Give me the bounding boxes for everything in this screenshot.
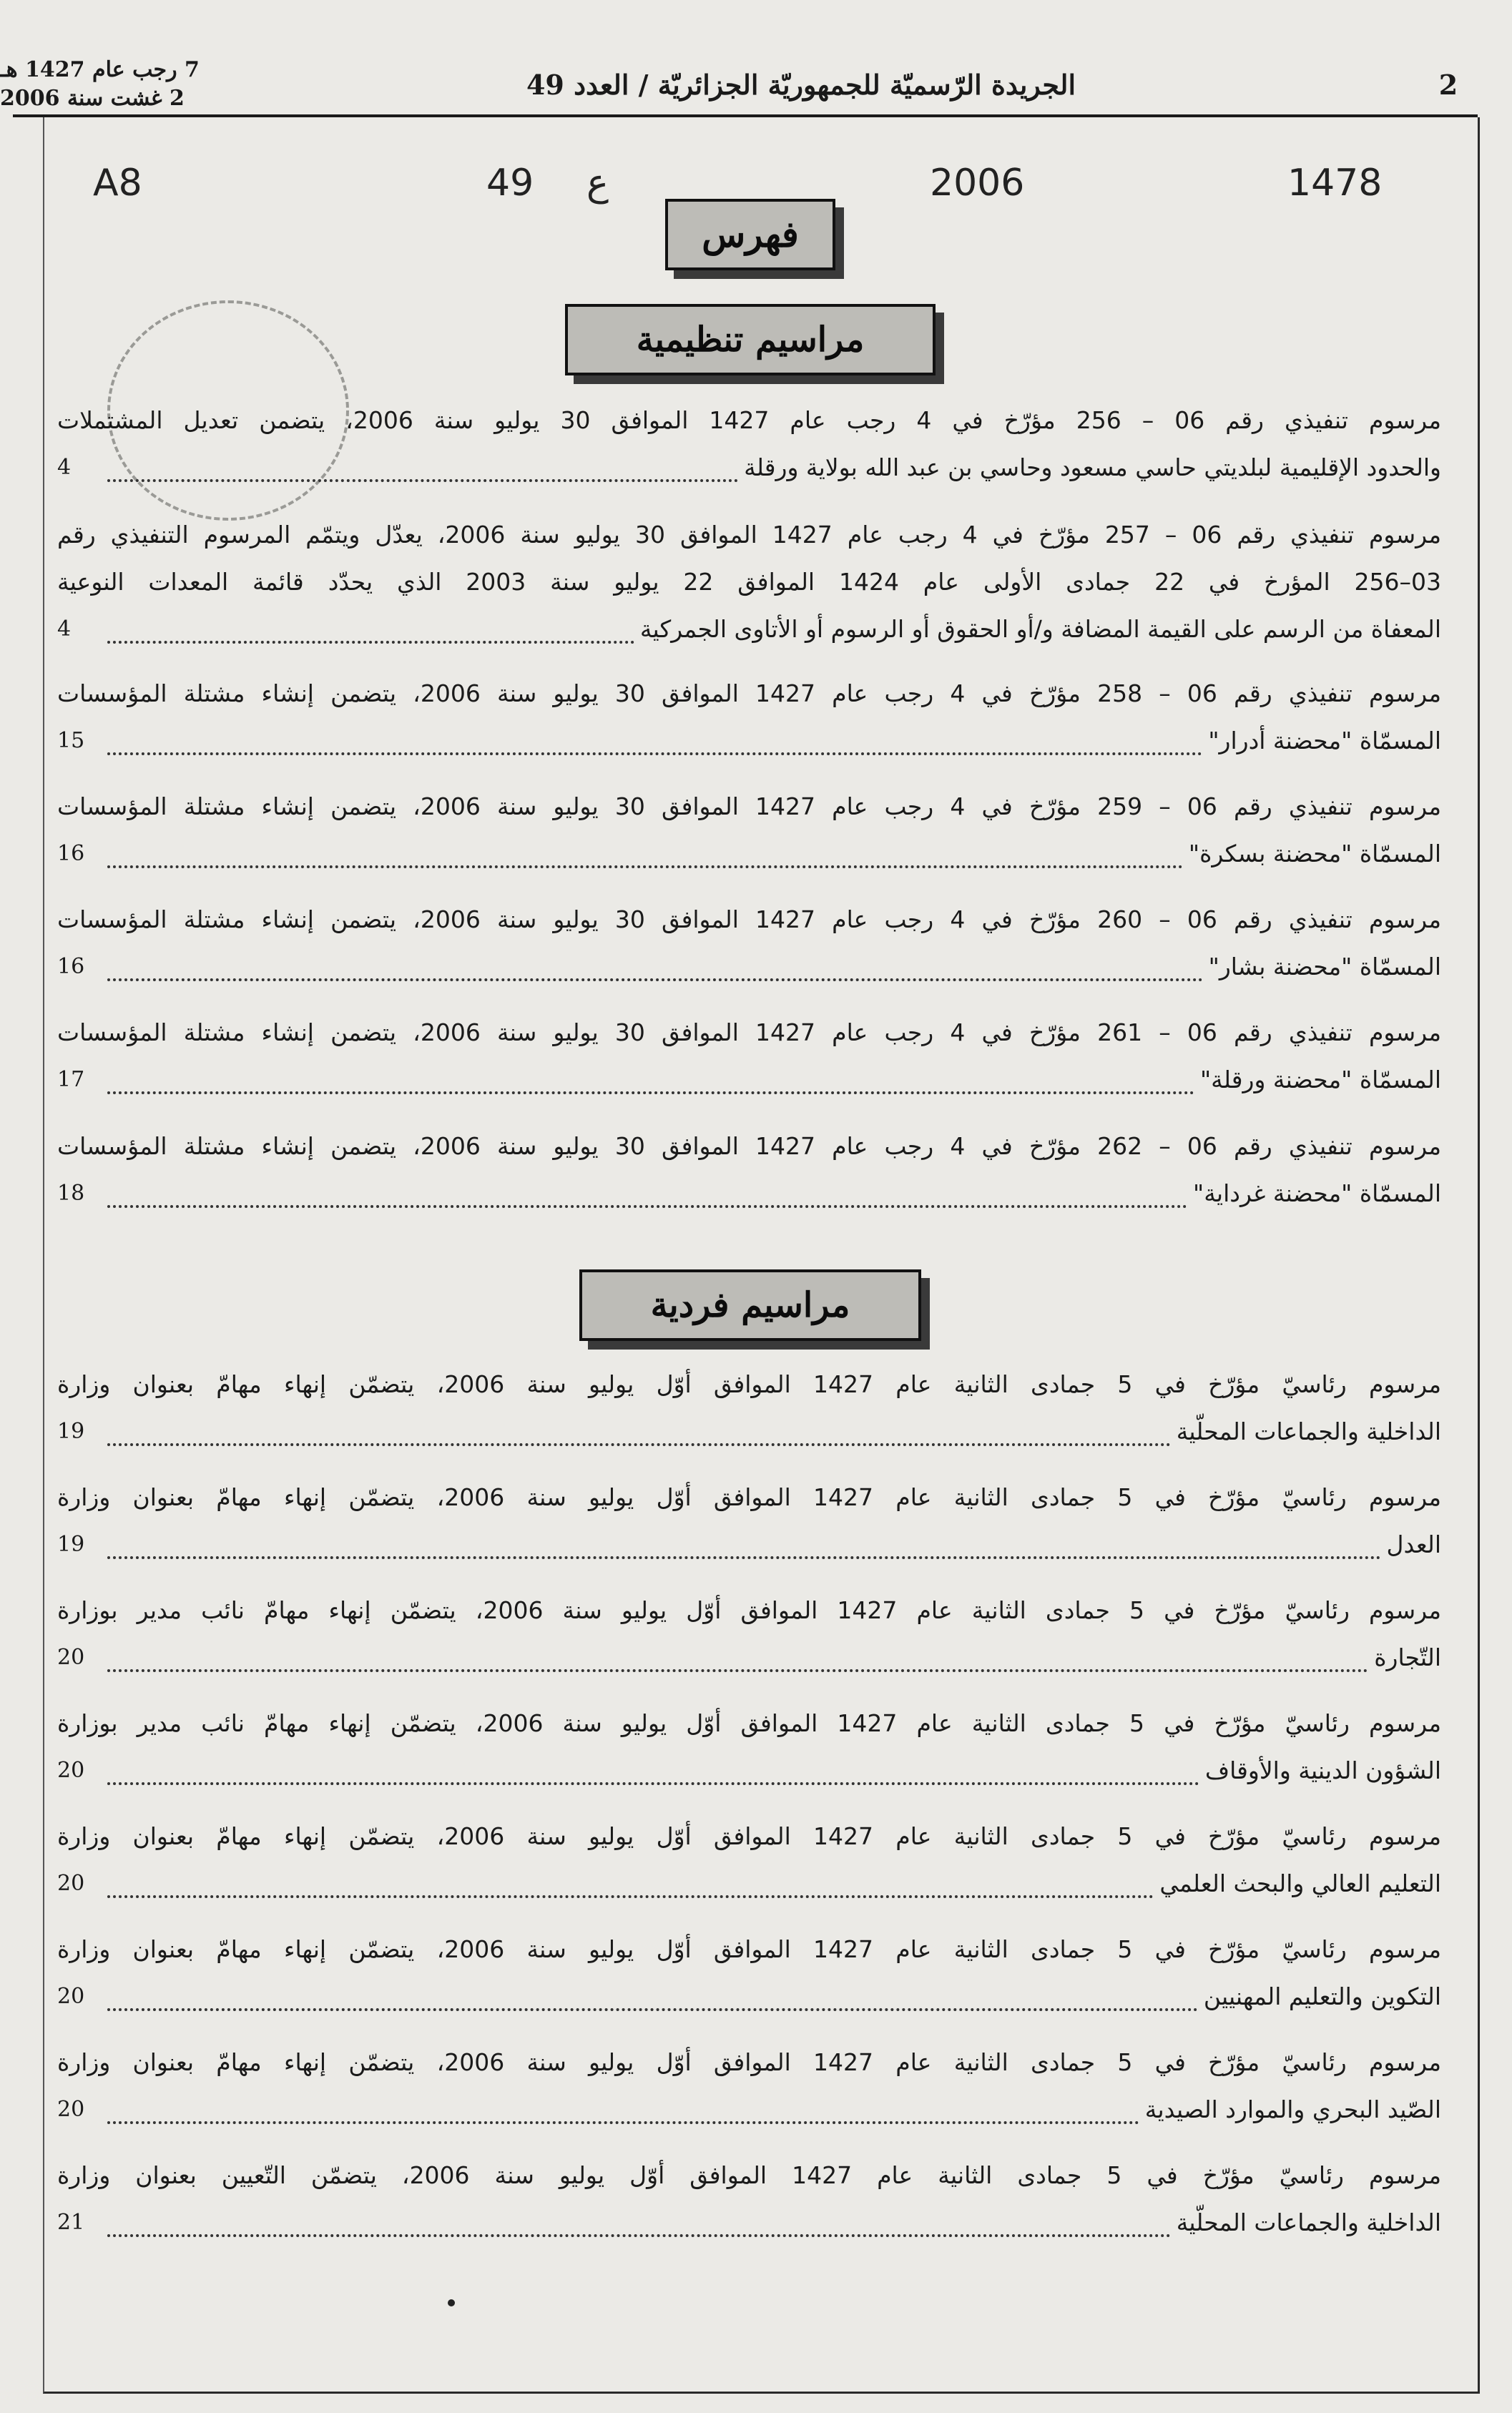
dot-leader — [107, 855, 1183, 868]
toc-entry-last-line — [57, 943, 1441, 991]
handwritten-note: 2006 — [930, 162, 1025, 205]
toc-entry-page-number: 20 — [57, 1758, 85, 1783]
dot-leader — [107, 631, 634, 644]
toc-entry — [57, 397, 1441, 491]
toc-entry — [57, 1700, 1441, 1794]
toc-entry-line: مرسوم رئاسيّ مؤرّخ في 5 جمادى الثانية عام 1427 الموافق أوّل يوليو سنة 2006، يتضمّن إنهاء مهامّ بعنوان وزارة — [57, 2048, 1441, 2076]
toc-entry-line: مرسوم رئاسيّ مؤرّخ في 5 جمادى الثانية عام 1427 الموافق أوّل يوليو سنة 2006، يتضمّن إنهاء مهامّ بعنوان وزارة — [57, 1822, 1441, 1850]
toc-entry — [57, 1926, 1441, 2020]
toc-entry-line: المسمّاة "محضنة ورقلة" — [1199, 1066, 1441, 1094]
dot-leader — [107, 1546, 1381, 1559]
toc-entry-last-line — [57, 1056, 1441, 1104]
toc-entry — [57, 1587, 1441, 1681]
handwritten-note: ع — [586, 162, 609, 205]
toc-entry-last-line — [57, 1170, 1441, 1217]
header-date-hijri: 7 رجب عام 1427 هـ — [0, 57, 200, 82]
toc-entry-last-line — [57, 2086, 1441, 2133]
page-dot — [448, 2299, 455, 2306]
header-date-gregorian: 2 غشت سنة 2006 — [0, 86, 185, 111]
toc-entry-last-line — [57, 1747, 1441, 1794]
toc-entry-page-number: 20 — [57, 1645, 85, 1670]
toc-entry-line: الداخلية والجماعات المحلّية — [1176, 2208, 1441, 2236]
toc-entry-last-line — [57, 1973, 1441, 2020]
toc-entry-page-number: 4 — [57, 455, 72, 480]
toc-entry-line: العدل — [1386, 1530, 1441, 1558]
page-number: 2 — [1438, 69, 1458, 101]
toc-entry-line: مرسوم رئاسيّ مؤرّخ في 5 جمادى الثانية عام 1427 الموافق أوّل يوليو سنة 2006، يتضمّن التّعيين بعنوان وزارة — [57, 2161, 1441, 2189]
toc-entry — [57, 1009, 1441, 1104]
toc-entry-last-line — [57, 606, 1441, 653]
toc-entry — [57, 1123, 1441, 1217]
toc-entry-last-line — [57, 830, 1441, 878]
toc-entry — [57, 1813, 1441, 1907]
toc-entry-page-number: 21 — [57, 2210, 85, 2235]
journal-title: الجريدة الرّسميّة للجمهوريّة الجزائريّة / العدد 49 — [526, 69, 1076, 101]
toc-entry-page-number: 17 — [57, 1067, 85, 1092]
dot-leader — [107, 469, 738, 482]
toc-entry-line: التّجارة — [1374, 1643, 1441, 1671]
dot-leader — [107, 1081, 1194, 1094]
toc-entry — [57, 1474, 1441, 1568]
toc-entry-line: مرسوم تنفيذي رقم 06 – 256 مؤرّخ في 4 رجب عام 1427 الموافق 30 يوليو سنة 2006، يتضمن تعديل المشتملات — [57, 406, 1441, 434]
toc-entry-line: المسمّاة "محضنة أدرار" — [1208, 727, 1441, 755]
toc-entry — [57, 2039, 1441, 2133]
toc-entry — [57, 1361, 1441, 1455]
handwritten-note: A8 — [93, 162, 142, 205]
dot-leader — [107, 2224, 1171, 2237]
toc-title: فهرس — [665, 199, 835, 270]
toc-entry-line: التكوين والتعليم المهنيين — [1203, 1982, 1441, 2010]
toc-entry-page-number: 20 — [57, 1871, 85, 1896]
dot-leader — [107, 2111, 1139, 2124]
toc-entry-line: مرسوم رئاسيّ مؤرّخ في 5 جمادى الثانية عام 1427 الموافق أوّل يوليو سنة 2006، يتضمّن إنهاء مهامّ نائب مدير بوزارة — [57, 1709, 1441, 1737]
toc-entry-line: المسمّاة "محضنة بشار" — [1208, 953, 1441, 981]
toc-entry-page-number: 16 — [57, 954, 85, 979]
dot-leader — [107, 1885, 1154, 1898]
toc-entry-line: المسمّاة "محضنة بسكرة" — [1188, 840, 1441, 868]
dot-leader — [107, 742, 1202, 755]
toc-entry-line: 03–256 المؤرخ في 22 جمادى الأولى عام 1424 الموافق 22 يوليو سنة 2003 الذي يحدّد قائمة المعدات النوعية — [57, 568, 1441, 596]
toc-entry-last-line — [57, 1408, 1441, 1455]
toc-entry-line: المسمّاة "محضنة غرداية" — [1193, 1179, 1441, 1207]
dot-leader — [107, 1433, 1171, 1446]
toc-entry-last-line — [57, 2199, 1441, 2246]
toc-entry-line: مرسوم تنفيذي رقم 06 – 258 مؤرّخ في 4 رجب عام 1427 الموافق 30 يوليو سنة 2006، يتضمن إنشاء مشتلة المؤسسات — [57, 679, 1441, 707]
toc-entry-line: التعليم العالي والبحث العلمي — [1159, 1869, 1441, 1897]
handwritten-note: 49 — [486, 162, 534, 205]
toc-entry-line: مرسوم تنفيذي رقم 06 – 261 مؤرّخ في 4 رجب عام 1427 الموافق 30 يوليو سنة 2006، يتضمن إنشاء مشتلة المؤسسات — [57, 1018, 1441, 1046]
toc-entry-page-number: 15 — [57, 728, 85, 753]
toc-entry-last-line — [57, 444, 1441, 491]
toc-entry-line: مرسوم تنفيذي رقم 06 – 259 مؤرّخ في 4 رجب عام 1427 الموافق 30 يوليو سنة 2006، يتضمن إنشاء مشتلة المؤسسات — [57, 792, 1441, 820]
toc-entry-last-line — [57, 1860, 1441, 1907]
toc-entry-line: مرسوم رئاسيّ مؤرّخ في 5 جمادى الثانية عام 1427 الموافق أوّل يوليو سنة 2006، يتضمّن إنهاء مهامّ بعنوان وزارة — [57, 1370, 1441, 1398]
dot-leader — [107, 1659, 1368, 1672]
toc-entry-line: مرسوم تنفيذي رقم 06 – 262 مؤرّخ في 4 رجب عام 1427 الموافق 30 يوليو سنة 2006، يتضمن إنشاء مشتلة المؤسسات — [57, 1132, 1441, 1160]
toc-entry-page-number: 20 — [57, 2097, 85, 2122]
toc-entry — [57, 783, 1441, 878]
toc-entry-page-number: 19 — [57, 1419, 85, 1444]
section-title-individual-decrees: مراسيم فردية — [579, 1269, 921, 1341]
toc-entry-line: المعفاة من الرسم على القيمة المضافة و/أو الحقوق أو الرسوم أو الأتاوى الجمركية — [639, 615, 1441, 643]
toc-entry-line: الداخلية والجماعات المحلّية — [1176, 1417, 1441, 1445]
toc-entry-last-line — [57, 717, 1441, 765]
toc-entry — [57, 670, 1441, 765]
toc-entry — [57, 511, 1441, 653]
dot-leader — [107, 1772, 1199, 1785]
toc-entry-page-number: 18 — [57, 1181, 85, 1206]
header-dates — [0, 56, 215, 113]
toc-entry-page-number: 19 — [57, 1532, 85, 1557]
dot-leader — [107, 968, 1203, 981]
toc-entry-line: الصّيد البحري والموارد الصيدية — [1144, 2095, 1441, 2123]
toc-entry-line: والحدود الإقليمية لبلديتي حاسي مسعود وحاسي بن عبد الله بولاية ورقلة — [744, 453, 1441, 481]
toc-entry-line: الشؤون الدينية والأوقاف — [1204, 1756, 1441, 1784]
toc-entry-last-line — [57, 1634, 1441, 1681]
toc-entry — [57, 896, 1441, 991]
toc-entry-page-number: 4 — [57, 616, 72, 642]
toc-entry-line: مرسوم رئاسيّ مؤرّخ في 5 جمادى الثانية عام 1427 الموافق أوّل يوليو سنة 2006، يتضمّن إنهاء مهامّ نائب مدير بوزارة — [57, 1596, 1441, 1624]
toc-entry-page-number: 20 — [57, 1984, 85, 2009]
handwritten-note: 1478 — [1287, 162, 1383, 205]
dot-leader — [107, 1998, 1198, 2011]
toc-entry-last-line — [57, 1521, 1441, 1568]
dot-leader — [107, 1195, 1187, 1208]
toc-entry-line: مرسوم رئاسيّ مؤرّخ في 5 جمادى الثانية عام 1427 الموافق أوّل يوليو سنة 2006، يتضمّن إنهاء مهامّ بعنوان وزارة — [57, 1935, 1441, 1963]
section-title-regulatory-decrees: مراسيم تنظيمية — [565, 304, 936, 375]
toc-entry-line: مرسوم رئاسيّ مؤرّخ في 5 جمادى الثانية عام 1427 الموافق أوّل يوليو سنة 2006، يتضمّن إنهاء مهامّ بعنوان وزارة — [57, 1483, 1441, 1511]
toc-entry — [57, 2152, 1441, 2246]
toc-entry-line: مرسوم تنفيذي رقم 06 – 260 مؤرّخ في 4 رجب عام 1427 الموافق 30 يوليو سنة 2006، يتضمن إنشاء مشتلة المؤسسات — [57, 905, 1441, 933]
toc-entry-line: مرسوم تنفيذي رقم 06 – 257 مؤرّخ في 4 رجب عام 1427 الموافق 30 يوليو سنة 2006، يعدّل ويتمّم المرسوم التنفيذي رقم — [57, 521, 1441, 549]
toc-entry-page-number: 16 — [57, 841, 85, 866]
